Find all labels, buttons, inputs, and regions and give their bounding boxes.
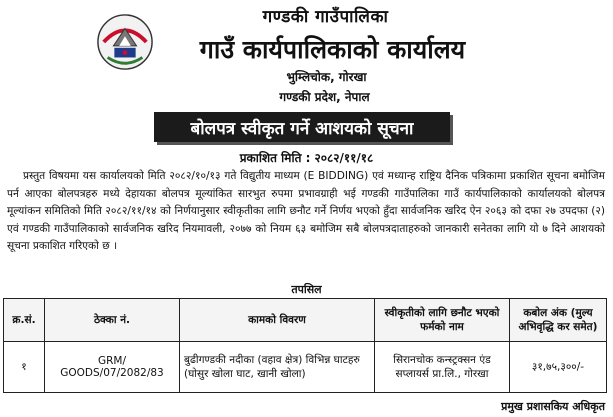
signatory-title: प्रमुख प्रशासकिय अधिकृत	[501, 400, 605, 413]
header-contract-no: ठेक्का नं.	[45, 299, 180, 342]
table-row	[4, 342, 607, 393]
cell-firm: सिरानचोक कन्स्ट्रक्सन एंड सप्लायर्स प्रा.लि., गोरखा	[375, 342, 510, 393]
cell-amount: ३१,७५,३००/-	[510, 342, 607, 393]
header-amount: कबोल अंक (मुल्य अभिवृद्धि कर समेत)	[510, 299, 607, 342]
header-serial: क्र.सं.	[4, 299, 45, 342]
header-firm: स्वीकृतीको लागि छनौट भएको फर्मको नाम	[375, 299, 510, 342]
cell-contract-no: GRM/ GOODS/07/2082/83	[45, 342, 180, 393]
province: गण्डकी प्रदेश, नेपाल	[279, 90, 370, 104]
award-table	[3, 298, 607, 393]
table-caption: तपसिल	[291, 283, 322, 296]
notice-title: बोलपत्र स्वीकृत गर्ने आशयको सूचना	[154, 112, 450, 142]
notice-body: प्रस्तुत विषयमा यस कार्यालयको मिति २०८२/१०/१३ गते विद्युतीय माध्यम (E BIDDING) एवं मध्यान्ह राष्ट्रिय दैनिक पत्रिकामा प्रकाशित सूचना बमोजिम पर्न आएका बोलपत्रहरु मध्ये देहायका बोलपत्र मूल्यांकित सारभुत रुपमा प्रभावग्राही भई गण्डकी गाउँपालिका गाउँ कार्यपालिकाको कार्यालयको बोलपत्र मूल्यांकन समितिको मिति २०८२/११/१४ को निर्णयानुसार स्वीकृतीका लागि छनौट गर्ने निर्णय भएको हुँदा सार्वजनिक खरिद ऐन २०६३ को दफा २७ उपदफा (२) एवं गण्डकी गाउँपालिकाको सार्वजनिक खरिद नियमावली, २०७७ को नियम ६३ बमोजिम सबै बोलपत्रदाताहरुको जानकारी सनेतका लागि यो ७ दिने आशयको सूचना प्रकाशित गरिएको छ ।	[7, 170, 605, 252]
cell-description: बुढीगण्डकी नदीका (वहाव क्षेत्र) विभिन्न घाटहरु (घोसुर खोला घाट, खानी खोला)	[180, 342, 375, 393]
org-name: गण्डकी गाउँपालिका	[262, 7, 389, 27]
office-location: भुम्लिचोक, गोरखा	[286, 70, 367, 84]
header-description: कामको विवरण	[180, 299, 375, 342]
cell-serial: १	[4, 342, 45, 393]
publish-date: प्रकाशित मिति : २०८२/११/१८	[239, 151, 374, 165]
table-header-row	[4, 299, 607, 342]
letterhead	[0, 0, 613, 106]
office-name: गाउँ कार्यपालिकाको कार्यालय	[199, 35, 466, 64]
